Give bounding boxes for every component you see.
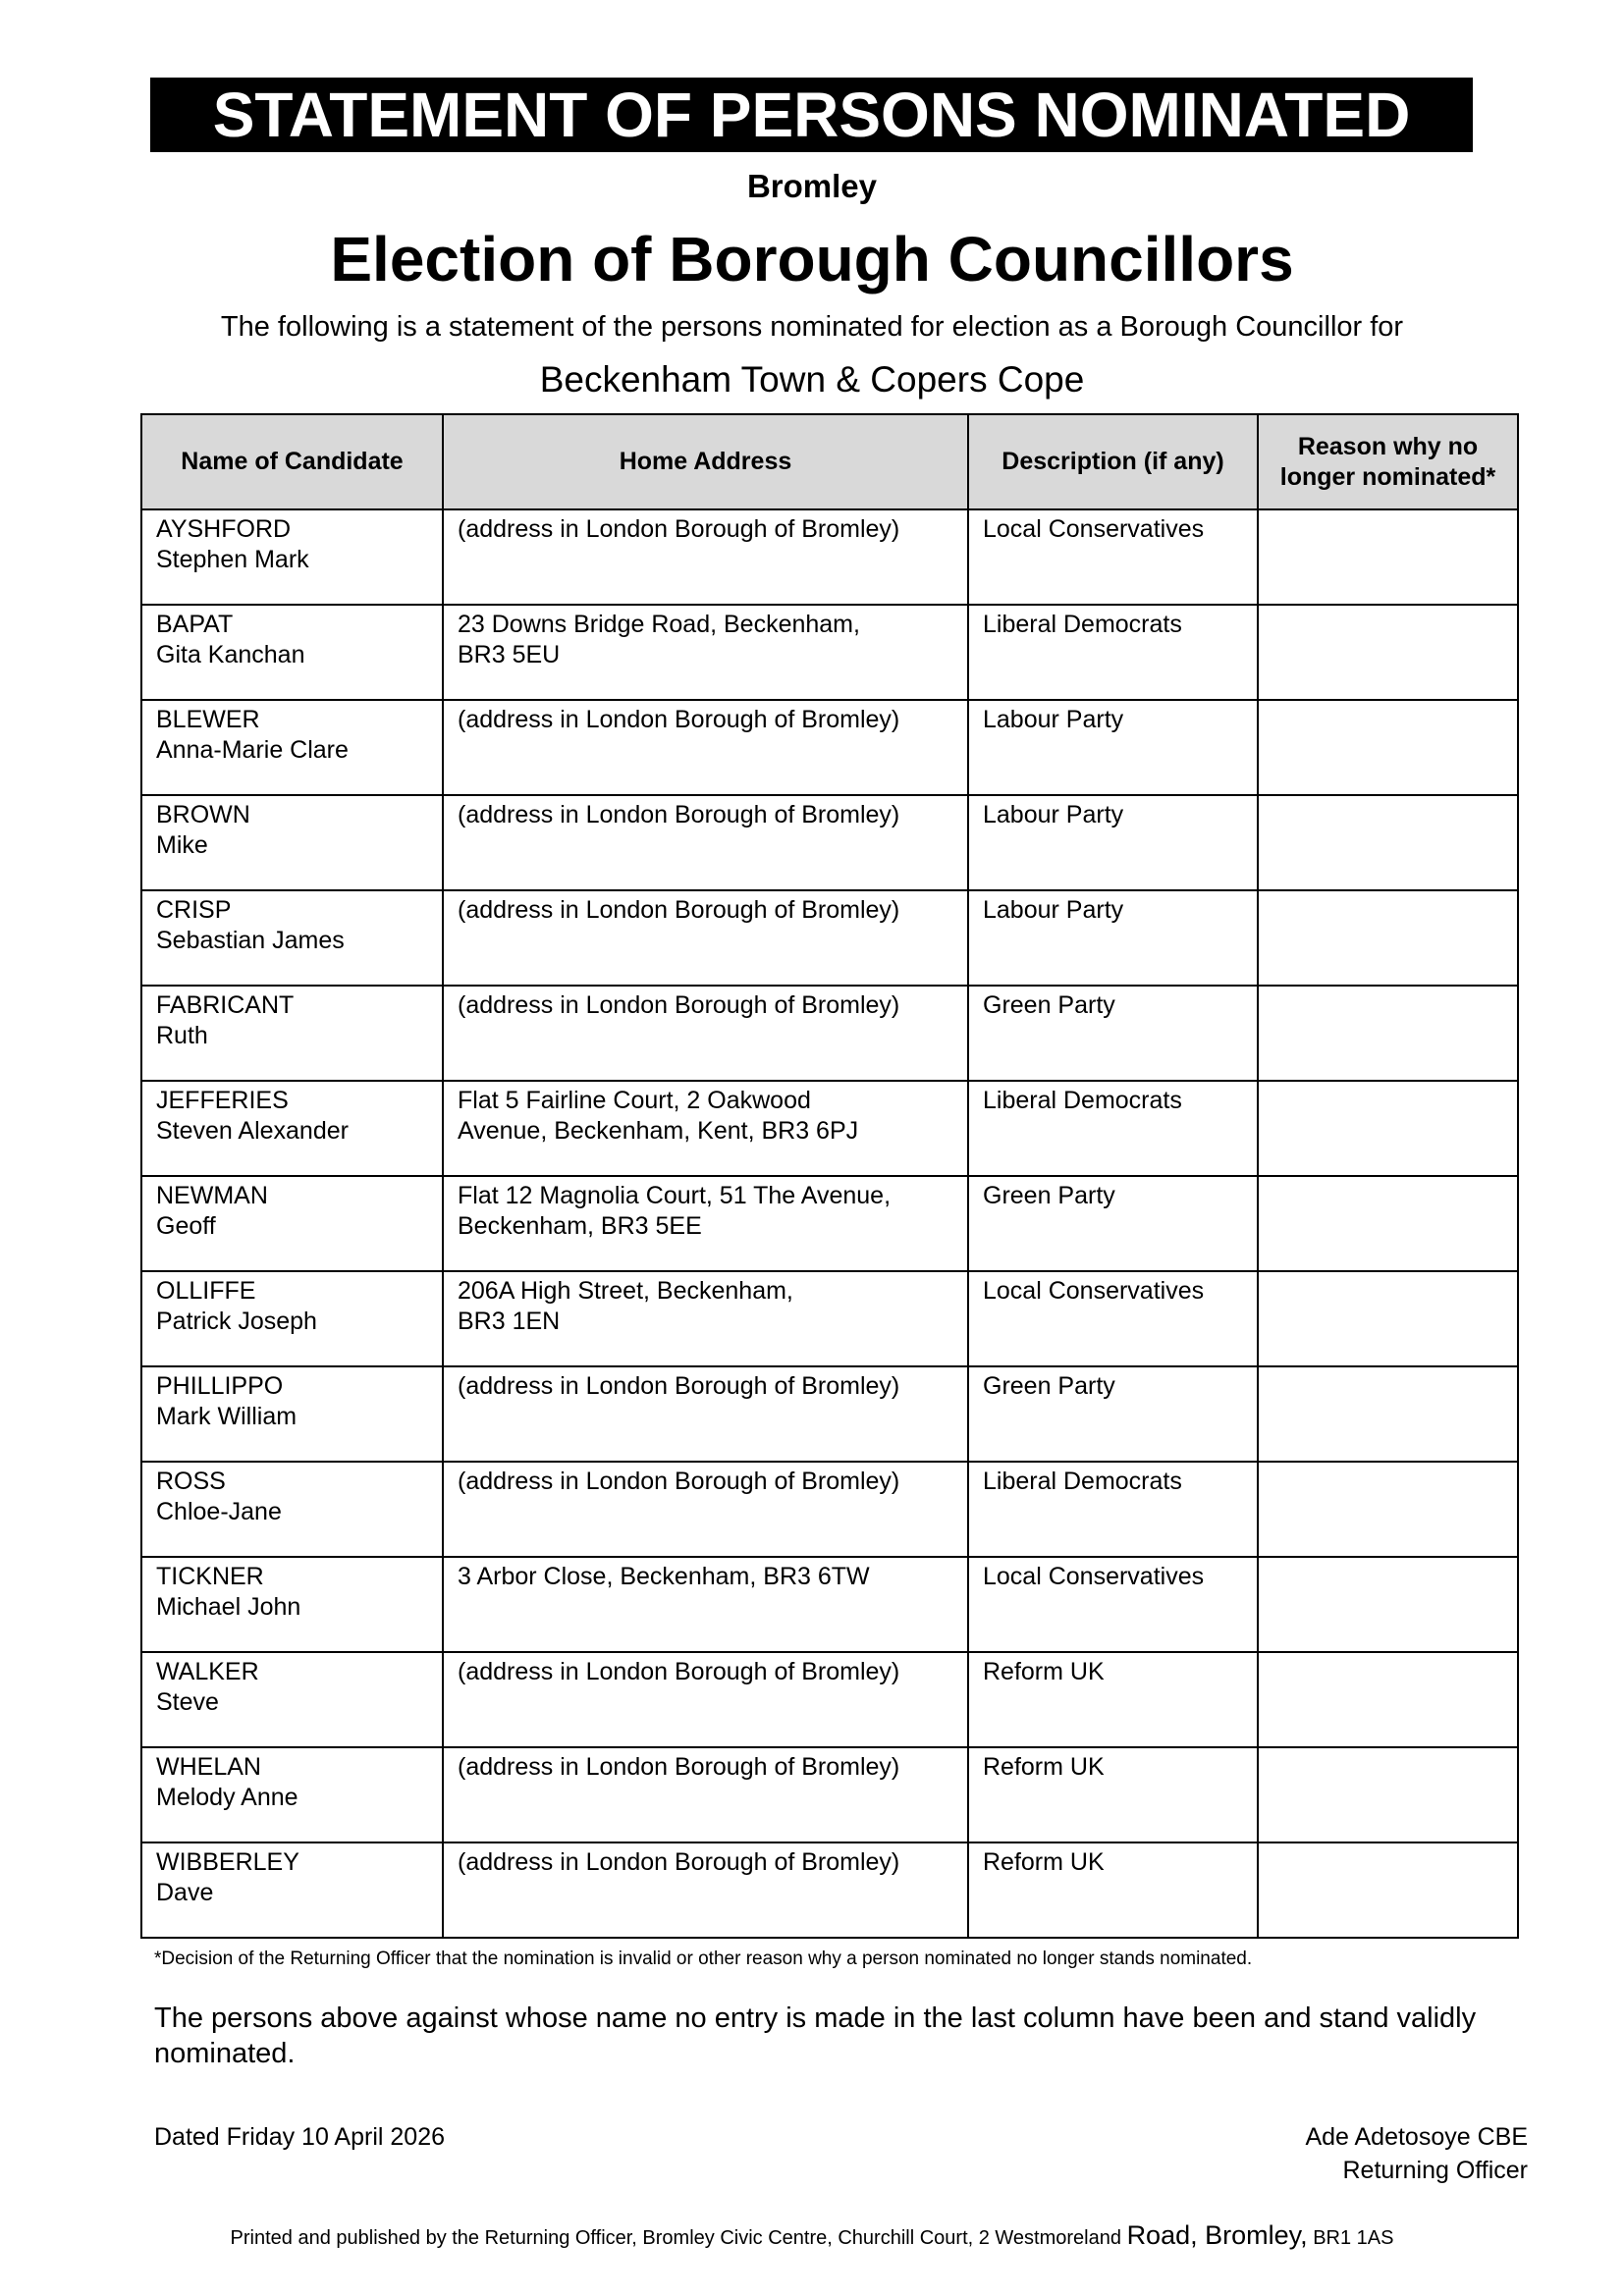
home-address-cell (443, 700, 968, 795)
home-address-cell (443, 795, 968, 890)
candidate-forenames: Anna-Marie Clare (156, 736, 349, 764)
description-cell: Liberal Democrats (968, 605, 1258, 700)
intro-text: The following is a statement of the persons nominated for election as a Borough Councillor for (220, 311, 1404, 343)
reason-cell (1258, 1176, 1518, 1271)
candidate-forenames: Gita Kanchan (156, 641, 305, 668)
table-row (141, 1271, 1518, 1366)
candidate-forenames: Melody Anne (156, 1784, 298, 1811)
home-address-cell (443, 1557, 968, 1652)
home-address-cell (443, 1842, 968, 1938)
address-line: (address in London Borough of Bromley) (458, 1372, 900, 1400)
column-header-reason: Reason why no longer nominated* (1258, 414, 1518, 509)
table-row (141, 1366, 1518, 1462)
candidate-forenames: Mark William (156, 1403, 298, 1430)
home-address-cell (443, 605, 968, 700)
reason-cell (1258, 1081, 1518, 1176)
table-row (141, 1176, 1518, 1271)
imprint-text: Printed and published by the Returning Officer, Bromley Civic Centre, Churchill Court, 2 Westmoreland (230, 2227, 1127, 2249)
description-cell: Local Conservatives (968, 509, 1258, 605)
table-row (141, 1081, 1518, 1176)
candidate-name-cell (141, 1842, 443, 1938)
candidate-forenames: Patrick Joseph (156, 1308, 317, 1335)
reason-cell (1258, 1842, 1518, 1938)
column-header-name: Name of Candidate (141, 414, 443, 509)
reason-cell (1258, 986, 1518, 1081)
address-line: (address in London Borough of Bromley) (458, 1468, 900, 1495)
candidate-name-cell (141, 890, 443, 986)
candidate-name-cell (141, 1081, 443, 1176)
table-row (141, 795, 1518, 890)
home-address-cell (443, 986, 968, 1081)
candidate-forenames: Michael John (156, 1593, 301, 1621)
candidate-surname: BROWN (156, 801, 250, 828)
address-line: 23 Downs Bridge Road, Beckenham, (458, 611, 860, 638)
signatory-title: Returning Officer (1342, 2157, 1528, 2184)
imprint-text-large: Road, Bromley, (1126, 2220, 1308, 2250)
candidate-name-cell (141, 605, 443, 700)
candidate-forenames: Steven Alexander (156, 1117, 349, 1145)
description-cell: Liberal Democrats (968, 1462, 1258, 1557)
reason-cell (1258, 1652, 1518, 1747)
candidate-surname: OLLIFFE (156, 1277, 256, 1305)
reason-cell (1258, 795, 1518, 890)
address-line: (address in London Borough of Bromley) (458, 1753, 900, 1781)
council-name: Bromley (746, 168, 878, 204)
candidate-surname: WALKER (156, 1658, 259, 1685)
address-line: Flat 12 Magnolia Court, 51 The Avenue, (458, 1182, 892, 1209)
candidate-name-cell (141, 1747, 443, 1842)
candidate-name-cell (141, 509, 443, 605)
address-line: (address in London Borough of Bromley) (458, 706, 900, 733)
home-address-cell (443, 1747, 968, 1842)
table-row (141, 1557, 1518, 1652)
table-row (141, 1842, 1518, 1938)
candidate-surname: FABRICANT (156, 991, 295, 1019)
reason-cell (1258, 1747, 1518, 1842)
address-line: Flat 5 Fairline Court, 2 Oakwood (458, 1087, 811, 1114)
imprint-postcode: BR1 1AS (1307, 2227, 1394, 2249)
candidate-name-cell (141, 986, 443, 1081)
description-cell: Reform UK (968, 1747, 1258, 1842)
candidate-name-cell (141, 1271, 443, 1366)
description-cell: Reform UK (968, 1842, 1258, 1938)
address-line: BR3 5EU (458, 641, 561, 668)
address-line: (address in London Borough of Bromley) (458, 515, 900, 543)
address-line: (address in London Borough of Bromley) (458, 1848, 900, 1876)
reason-cell (1258, 605, 1518, 700)
table-row (141, 1462, 1518, 1557)
candidate-surname: PHILLIPPO (156, 1372, 284, 1400)
address-line: 206A High Street, Beckenham, (458, 1277, 793, 1305)
validity-declaration: The persons above against whose name no entry is made in the last column have been and stand validly nominated. (154, 2002, 1477, 2069)
address-line: BR3 1EN (458, 1308, 561, 1335)
table-row (141, 509, 1518, 605)
signatory-name: Ade Adetosoye CBE (1305, 2123, 1528, 2151)
description-cell: Local Conservatives (968, 1557, 1258, 1652)
signatory-block (1305, 2120, 1528, 2187)
description-cell: Green Party (968, 986, 1258, 1081)
candidate-surname: WIBBERLEY (156, 1848, 299, 1876)
address-line: Beckenham, BR3 5EE (458, 1212, 702, 1240)
candidate-name-cell (141, 700, 443, 795)
table-row (141, 605, 1518, 700)
column-header-address: Home Address (443, 414, 968, 509)
candidate-forenames: Stephen Mark (156, 546, 309, 573)
candidate-name-cell (141, 1176, 443, 1271)
table-row (141, 700, 1518, 795)
reason-cell (1258, 1557, 1518, 1652)
ward-name: Beckenham Town & Copers Cope (539, 359, 1085, 400)
home-address-cell (443, 1652, 968, 1747)
imprint-line (0, 2218, 1624, 2255)
candidate-surname: JEFFERIES (156, 1087, 289, 1114)
nominations-table (140, 413, 1519, 1939)
home-address-cell (443, 509, 968, 605)
address-line: (address in London Borough of Bromley) (458, 896, 900, 924)
document-banner: STATEMENT OF PERSONS NOMINATED (150, 78, 1473, 152)
column-header-description: Description (if any) (968, 414, 1258, 509)
table-row (141, 1652, 1518, 1747)
candidate-forenames: Mike (156, 831, 208, 859)
table-header-row (141, 414, 1518, 509)
candidate-name-cell (141, 1366, 443, 1462)
table-row (141, 1747, 1518, 1842)
description-cell: Labour Party (968, 795, 1258, 890)
candidate-name-cell (141, 795, 443, 890)
candidate-surname: CRISP (156, 896, 232, 924)
candidate-name-cell (141, 1652, 443, 1747)
candidate-surname: TICKNER (156, 1563, 264, 1590)
candidate-name-cell (141, 1557, 443, 1652)
home-address-cell (443, 1366, 968, 1462)
candidate-surname: NEWMAN (156, 1182, 268, 1209)
candidate-surname: BLEWER (156, 706, 260, 733)
date-line: Dated Friday 10 April 2026 (154, 2123, 446, 2151)
candidate-forenames: Chloe-Jane (156, 1498, 282, 1525)
address-line: (address in London Borough of Bromley) (458, 801, 900, 828)
reason-cell (1258, 1366, 1518, 1462)
candidate-surname: ROSS (156, 1468, 226, 1495)
description-cell: Local Conservatives (968, 1271, 1258, 1366)
home-address-cell (443, 1271, 968, 1366)
description-cell: Green Party (968, 1176, 1258, 1271)
candidate-forenames: Ruth (156, 1022, 208, 1049)
candidate-surname: WHELAN (156, 1753, 261, 1781)
table-body (141, 509, 1518, 1938)
description-cell: Labour Party (968, 890, 1258, 986)
home-address-cell (443, 890, 968, 986)
reason-cell (1258, 1462, 1518, 1557)
table-row (141, 890, 1518, 986)
address-line: Avenue, Beckenham, Kent, BR3 6PJ (458, 1117, 859, 1145)
reason-cell (1258, 700, 1518, 795)
footnote: *Decision of the Returning Officer that the nomination is invalid or other reason why a person nominated no longer stands nominated. (154, 1949, 1253, 1969)
address-line: 3 Arbor Close, Beckenham, BR3 6TW (458, 1563, 870, 1590)
election-title: Election of Borough Councillors (330, 224, 1294, 294)
table-row (141, 986, 1518, 1081)
description-cell: Liberal Democrats (968, 1081, 1258, 1176)
candidate-surname: AYSHFORD (156, 515, 292, 543)
description-cell: Labour Party (968, 700, 1258, 795)
address-line: (address in London Borough of Bromley) (458, 1658, 900, 1685)
reason-cell (1258, 509, 1518, 605)
candidate-forenames: Dave (156, 1879, 214, 1906)
home-address-cell (443, 1081, 968, 1176)
home-address-cell (443, 1462, 968, 1557)
address-line: (address in London Borough of Bromley) (458, 991, 900, 1019)
candidate-forenames: Sebastian James (156, 927, 345, 954)
home-address-cell (443, 1176, 968, 1271)
description-cell: Reform UK (968, 1652, 1258, 1747)
candidate-forenames: Geoff (156, 1212, 216, 1240)
candidate-name-cell (141, 1462, 443, 1557)
description-cell: Green Party (968, 1366, 1258, 1462)
candidate-forenames: Steve (156, 1688, 219, 1716)
candidate-surname: BAPAT (156, 611, 234, 638)
reason-cell (1258, 1271, 1518, 1366)
reason-cell (1258, 890, 1518, 986)
